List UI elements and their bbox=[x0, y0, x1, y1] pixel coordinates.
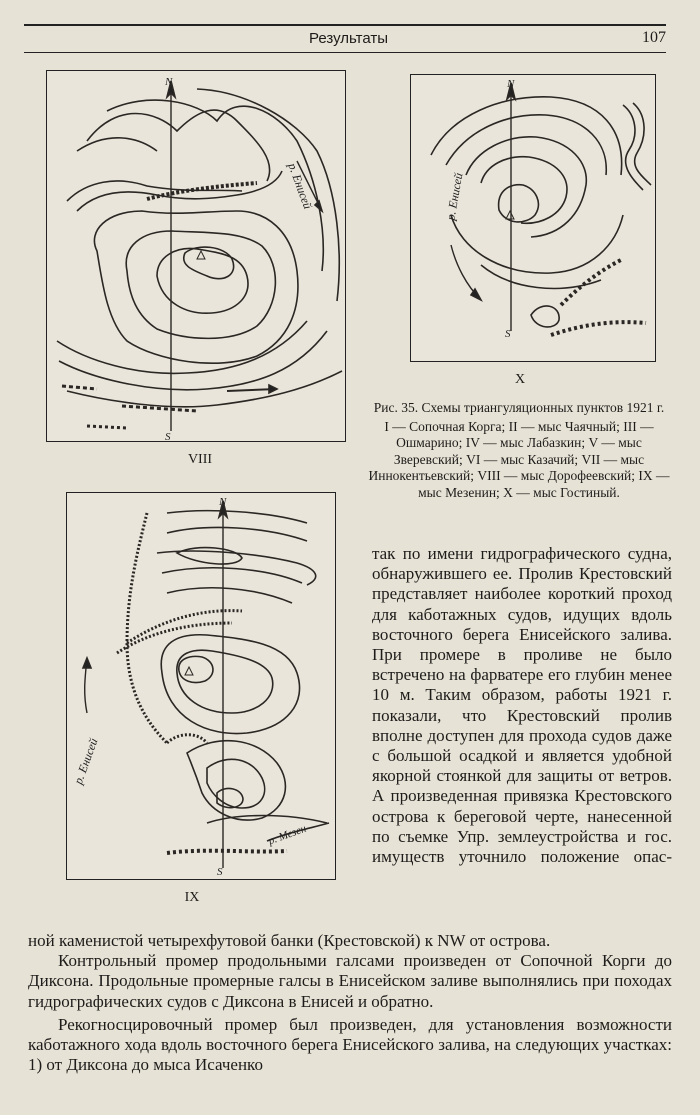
paragraph-column: так по имени гидрографического судна, обнаружившего ее. Пролив Крестовский представляет наиболее короткий проход для каботажных судов, идущих вдоль восточного берега Енисейского залива. При промере в проливе не было встречено на фарватере его глубин менее 10 м. Таким образом, работы 1921 г. показали, что Крестовский пролив вполне доступен для прохода судов даже с большой осадкой и является удобной якорной стоянкой для защиты от ветров. А произведенная привязка Крестовского острова к береговой черте, нанесенной по съемке Упр. землеустройства и гос. имуществ уточнило положение опас- bbox=[372, 544, 672, 867]
map-viii-south: S bbox=[165, 431, 171, 441]
map-ix-river: р. Енисей bbox=[71, 736, 101, 786]
page-number: 107 bbox=[642, 29, 666, 46]
map-viii-river: р. Енисей bbox=[285, 161, 315, 211]
running-header bbox=[24, 24, 666, 53]
map-viii-contours bbox=[47, 71, 345, 441]
map-x-north: N bbox=[507, 78, 515, 90]
map-ix-label: IX bbox=[184, 890, 200, 905]
map-viii bbox=[46, 70, 346, 442]
map-ix-contours bbox=[67, 493, 335, 879]
paragraph-1-cont: ной каменистой четырехфутовой банки (Крестовской) к NW от острова. bbox=[28, 931, 551, 950]
caption-legend: I — Сопочная Корга; II — мыс Чаячный; III — Ошмарино; IV — мыс Лабазкин; V — мыс Зверевский; VI — мыс Казачий; VII — мыс Иннокентьевский; VIII — мыс Дорофеевский; IX — мыс Мезенин; X — мыс Гостиный. bbox=[368, 418, 670, 500]
map-x-label: X bbox=[514, 372, 526, 387]
map-x-south: S bbox=[505, 328, 511, 340]
map-ix-river2: р. Мезен bbox=[266, 822, 308, 848]
paragraph-2: Контрольный промер продольными галсами произведен от Сопочной Корги до Диксона. Продольные промерные галсы в Енисейском заливе выполнялись при походах гидрографических судов с Диксона в Енисей и обратно. bbox=[28, 951, 672, 1011]
map-ix bbox=[66, 492, 336, 880]
map-viii-north: N bbox=[165, 76, 173, 88]
running-title: Результаты bbox=[309, 30, 388, 47]
paragraph-3: Рекогносцировочный промер был произведен, для установления возможности каботажного хода вдоль восточного берега Енисейского залива, на следующих участках: 1) от Диксона до мыса Исаченко bbox=[28, 1014, 672, 1075]
map-viii-label: VIII bbox=[187, 452, 213, 467]
caption-title: Рис. 35. Схемы триангуляционных пунктов 1921 г. bbox=[373, 400, 665, 415]
map-x bbox=[410, 74, 656, 362]
full-width-text bbox=[28, 931, 672, 1075]
map-ix-south: S bbox=[217, 866, 223, 878]
map-ix-north: N bbox=[219, 496, 227, 508]
map-x-contours bbox=[411, 75, 655, 361]
right-column-text bbox=[372, 544, 672, 867]
figure-caption bbox=[366, 400, 672, 501]
map-x-river: р. Енисей bbox=[443, 171, 466, 222]
